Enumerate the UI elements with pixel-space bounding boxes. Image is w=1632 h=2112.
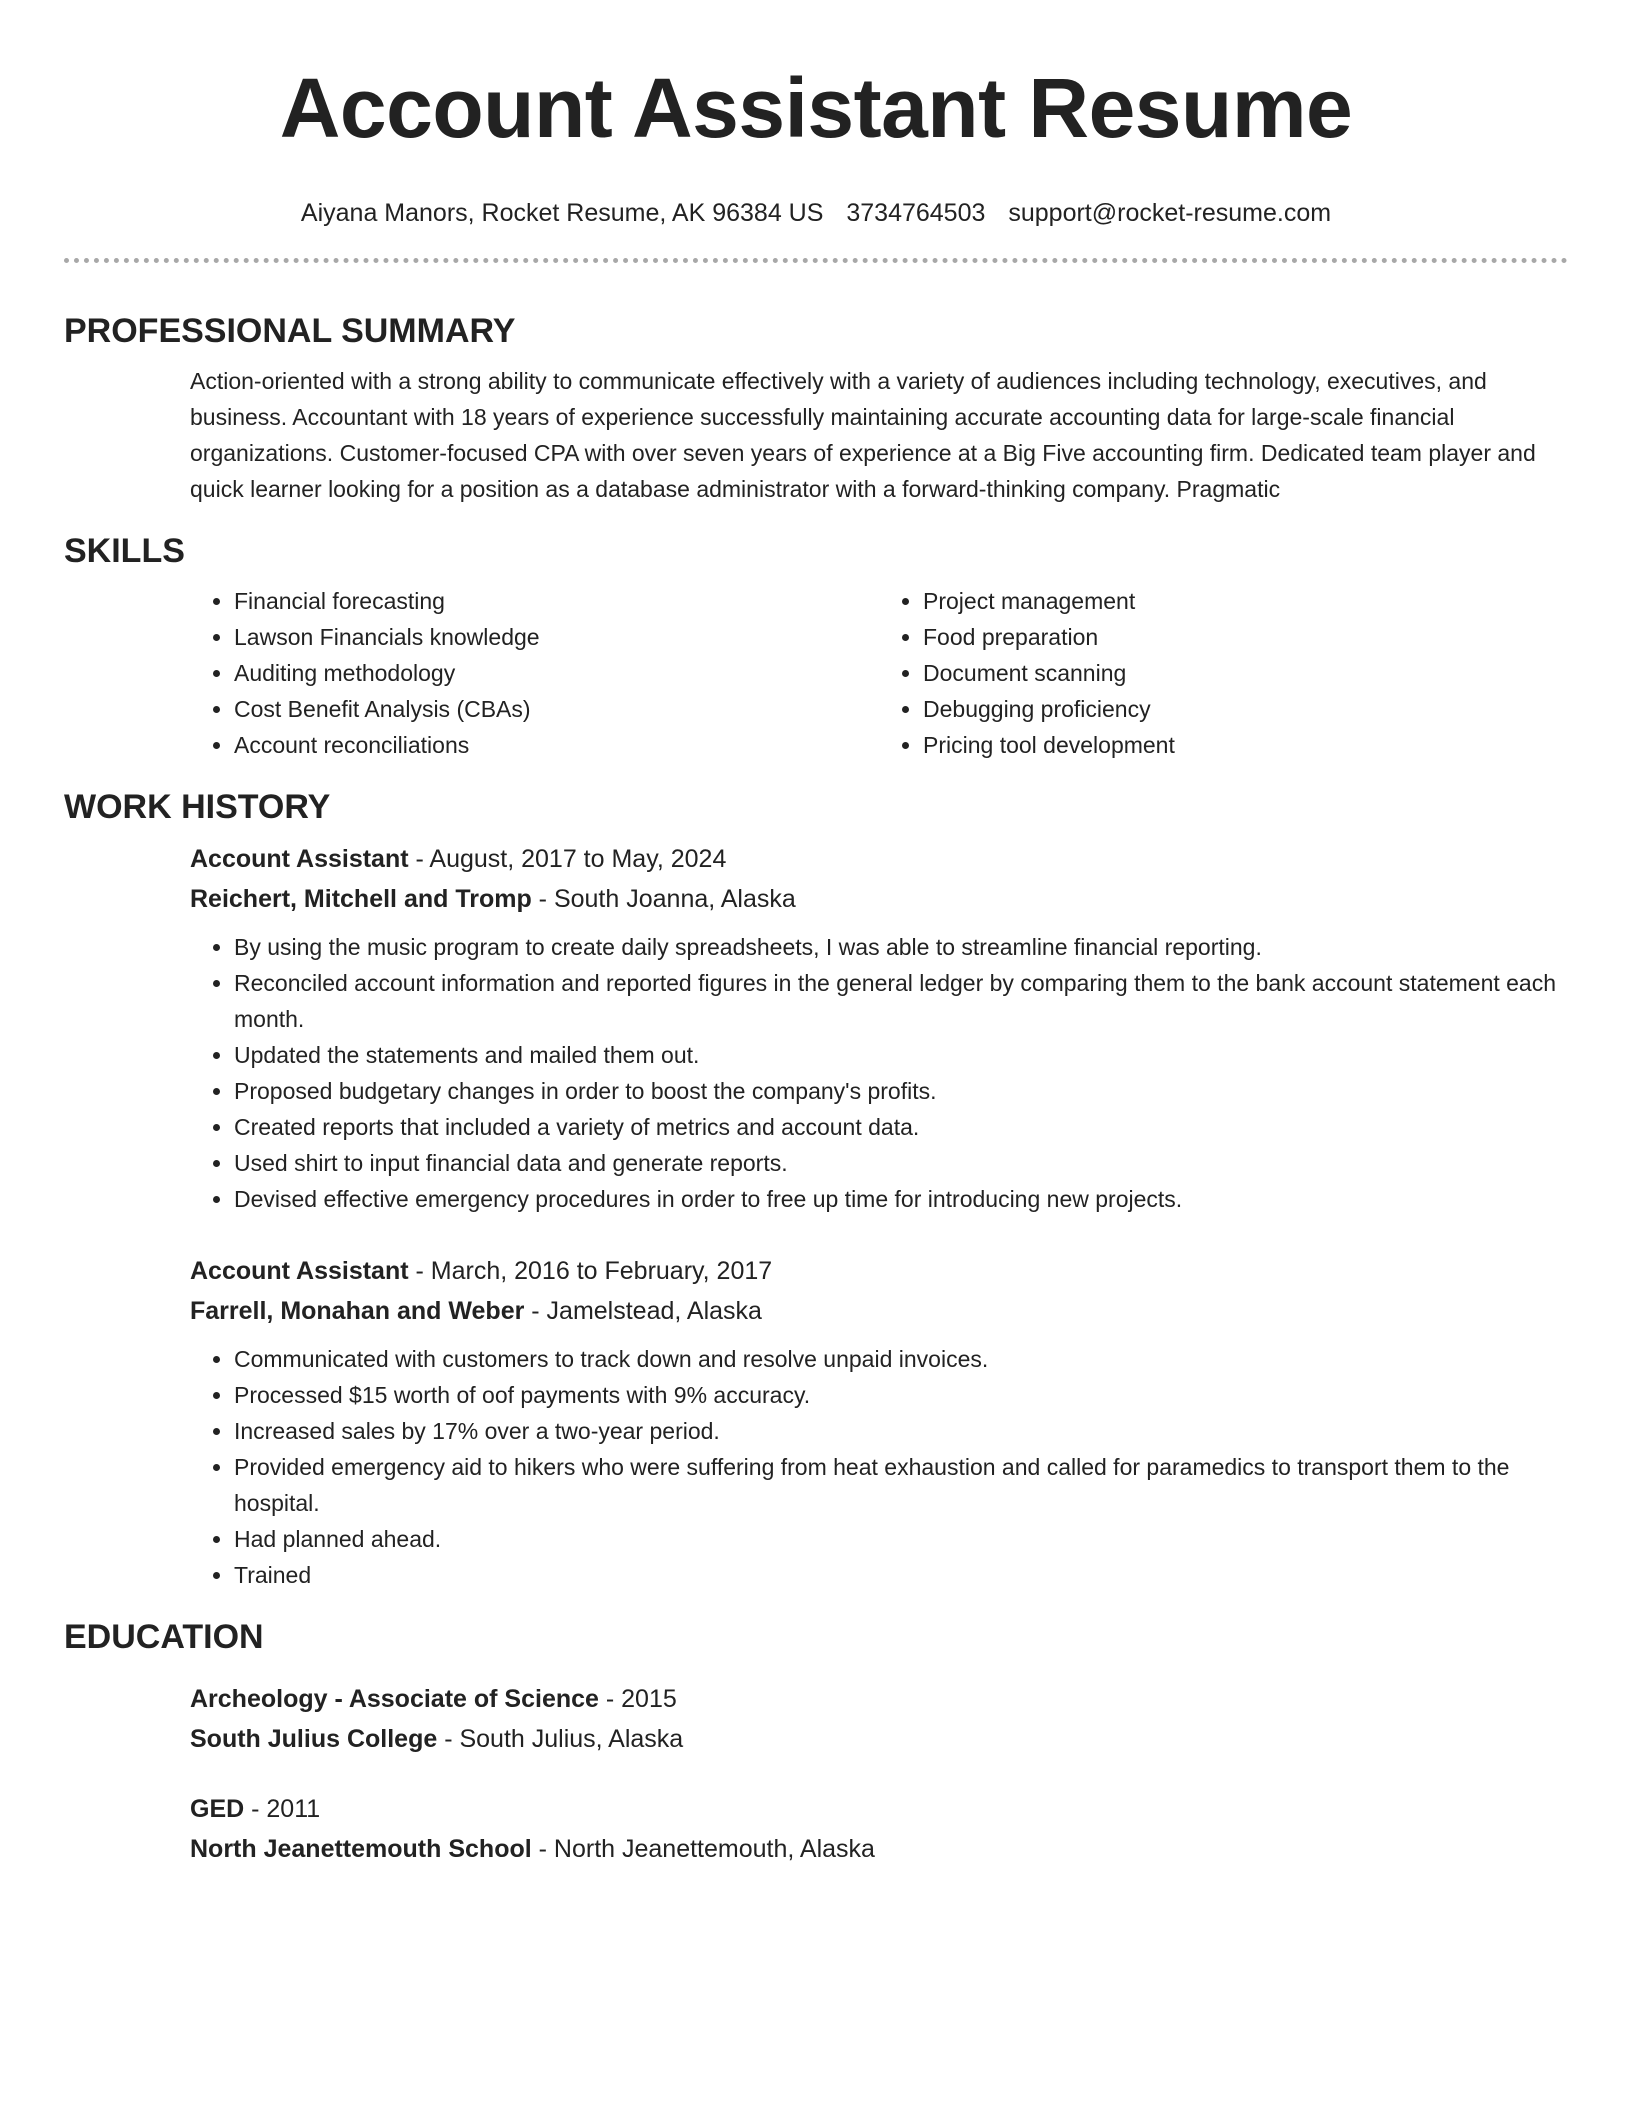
job-bullet: • Reconciled account information and reported figures in the general ledger by comparing them to the bank account statement each month. bbox=[234, 965, 1568, 1037]
company-name: Farrell, Monahan and Weber bbox=[190, 1297, 525, 1325]
education-section bbox=[64, 1615, 1568, 1869]
degree-year: - 2015 bbox=[598, 1685, 677, 1713]
job-bullet: • Increased sales by 17% over a two-year period. bbox=[234, 1413, 1568, 1449]
job-bullet: • Trained bbox=[234, 1557, 1568, 1593]
job-title: Account Assistant bbox=[190, 1257, 409, 1285]
skill-item: • Debugging proficiency bbox=[923, 691, 1568, 727]
company-line bbox=[190, 1291, 1568, 1331]
degree-line bbox=[190, 1679, 1568, 1719]
skill-item: • Food preparation bbox=[923, 619, 1568, 655]
work-section bbox=[64, 785, 1568, 1593]
job-title-line bbox=[190, 1251, 1568, 1291]
job-bullet: • Communicated with customers to track down and resolve unpaid invoices. bbox=[234, 1341, 1568, 1377]
school-name: South Julius College bbox=[190, 1725, 438, 1753]
skills-section bbox=[64, 529, 1568, 763]
skill-item: • Auditing methodology bbox=[234, 655, 879, 691]
job-bullets bbox=[190, 1341, 1568, 1593]
job-bullet: • Created reports that included a variety of metrics and account data. bbox=[234, 1109, 1568, 1145]
job-bullet: • Provided emergency aid to hikers who were suffering from heat exhaustion and called for paramedics to transport them to the hospital. bbox=[234, 1449, 1568, 1521]
company-location: - Jamelstead, Alaska bbox=[524, 1297, 762, 1325]
job-bullet: • Had planned ahead. bbox=[234, 1521, 1568, 1557]
company-name: Reichert, Mitchell and Tromp bbox=[190, 885, 532, 913]
job-title: Account Assistant bbox=[190, 845, 409, 873]
job-entry bbox=[190, 839, 1568, 1217]
education-heading: EDUCATION bbox=[64, 1618, 264, 1656]
skill-item: • Account reconciliations bbox=[234, 727, 879, 763]
education-entry bbox=[190, 1679, 1568, 1759]
contact-phone: 3734764503 bbox=[846, 199, 986, 227]
contact-address: Aiyana Manors, Rocket Resume, AK 96384 US bbox=[300, 199, 824, 227]
degree-year: - 2011 bbox=[244, 1795, 321, 1823]
degree-line bbox=[190, 1789, 1568, 1829]
skills-list-right bbox=[879, 583, 1568, 763]
contact-email: support@rocket-resume.com bbox=[1008, 199, 1332, 227]
job-dates: - March, 2016 to February, 2017 bbox=[408, 1257, 773, 1285]
school-name: North Jeanettemouth School bbox=[190, 1835, 532, 1863]
job-title-line bbox=[190, 839, 1568, 879]
skill-item: • Financial forecasting bbox=[234, 583, 879, 619]
education-entry bbox=[190, 1789, 1568, 1869]
school-line bbox=[190, 1719, 1568, 1759]
skill-item: • Pricing tool development bbox=[923, 727, 1568, 763]
summary-heading: PROFESSIONAL SUMMARY bbox=[64, 312, 516, 350]
job-entry bbox=[190, 1251, 1568, 1593]
degree-name: GED bbox=[190, 1795, 245, 1823]
job-bullet: • Devised effective emergency procedures in order to free up time for introducing new projects. bbox=[234, 1181, 1568, 1217]
skill-item: • Document scanning bbox=[923, 655, 1568, 691]
school-line bbox=[190, 1829, 1568, 1869]
resume-title: Account Assistant Resume bbox=[279, 61, 1353, 155]
job-bullet: • Updated the statements and mailed them out. bbox=[234, 1037, 1568, 1073]
job-bullets bbox=[190, 929, 1568, 1217]
work-heading: WORK HISTORY bbox=[64, 788, 331, 826]
skill-item: • Lawson Financials knowledge bbox=[234, 619, 879, 655]
job-dates: - August, 2017 to May, 2024 bbox=[408, 845, 727, 873]
resume-page bbox=[64, 0, 1568, 1869]
school-location: - North Jeanettemouth, Alaska bbox=[531, 1835, 875, 1863]
contact-line bbox=[64, 196, 1568, 230]
job-bullet: • Proposed budgetary changes in order to boost the company's profits. bbox=[234, 1073, 1568, 1109]
job-bullet: • By using the music program to create daily spreadsheets, I was able to streamline financial reporting. bbox=[234, 929, 1568, 965]
skill-item: • Cost Benefit Analysis (CBAs) bbox=[234, 691, 879, 727]
company-line bbox=[190, 879, 1568, 919]
summary-text: Action-oriented with a strong ability to communicate effectively with a variety of audiences including technology, executives, and business. Accountant with 18 years of experience successfully maintaining accurate accounting data for large-scale financial organizations. Customer-focused CPA with over seven years of experience at a Big Five accounting firm. Dedicated team player and quick learner looking for a position as a database administrator with a forward-thinking company. Pragmatic bbox=[190, 368, 1536, 502]
degree-name: Archeology - Associate of Science bbox=[190, 1685, 599, 1713]
job-bullet: • Processed $15 worth of oof payments with 9% accuracy. bbox=[234, 1377, 1568, 1413]
summary-section bbox=[64, 309, 1568, 507]
skill-item: • Project management bbox=[923, 583, 1568, 619]
header-divider bbox=[64, 258, 1568, 263]
company-location: - South Joanna, Alaska bbox=[531, 885, 796, 913]
skills-heading: SKILLS bbox=[64, 532, 185, 570]
job-bullet: • Used shirt to input financial data and generate reports. bbox=[234, 1145, 1568, 1181]
school-location: - South Julius, Alaska bbox=[437, 1725, 684, 1753]
skills-list-left bbox=[190, 583, 879, 763]
